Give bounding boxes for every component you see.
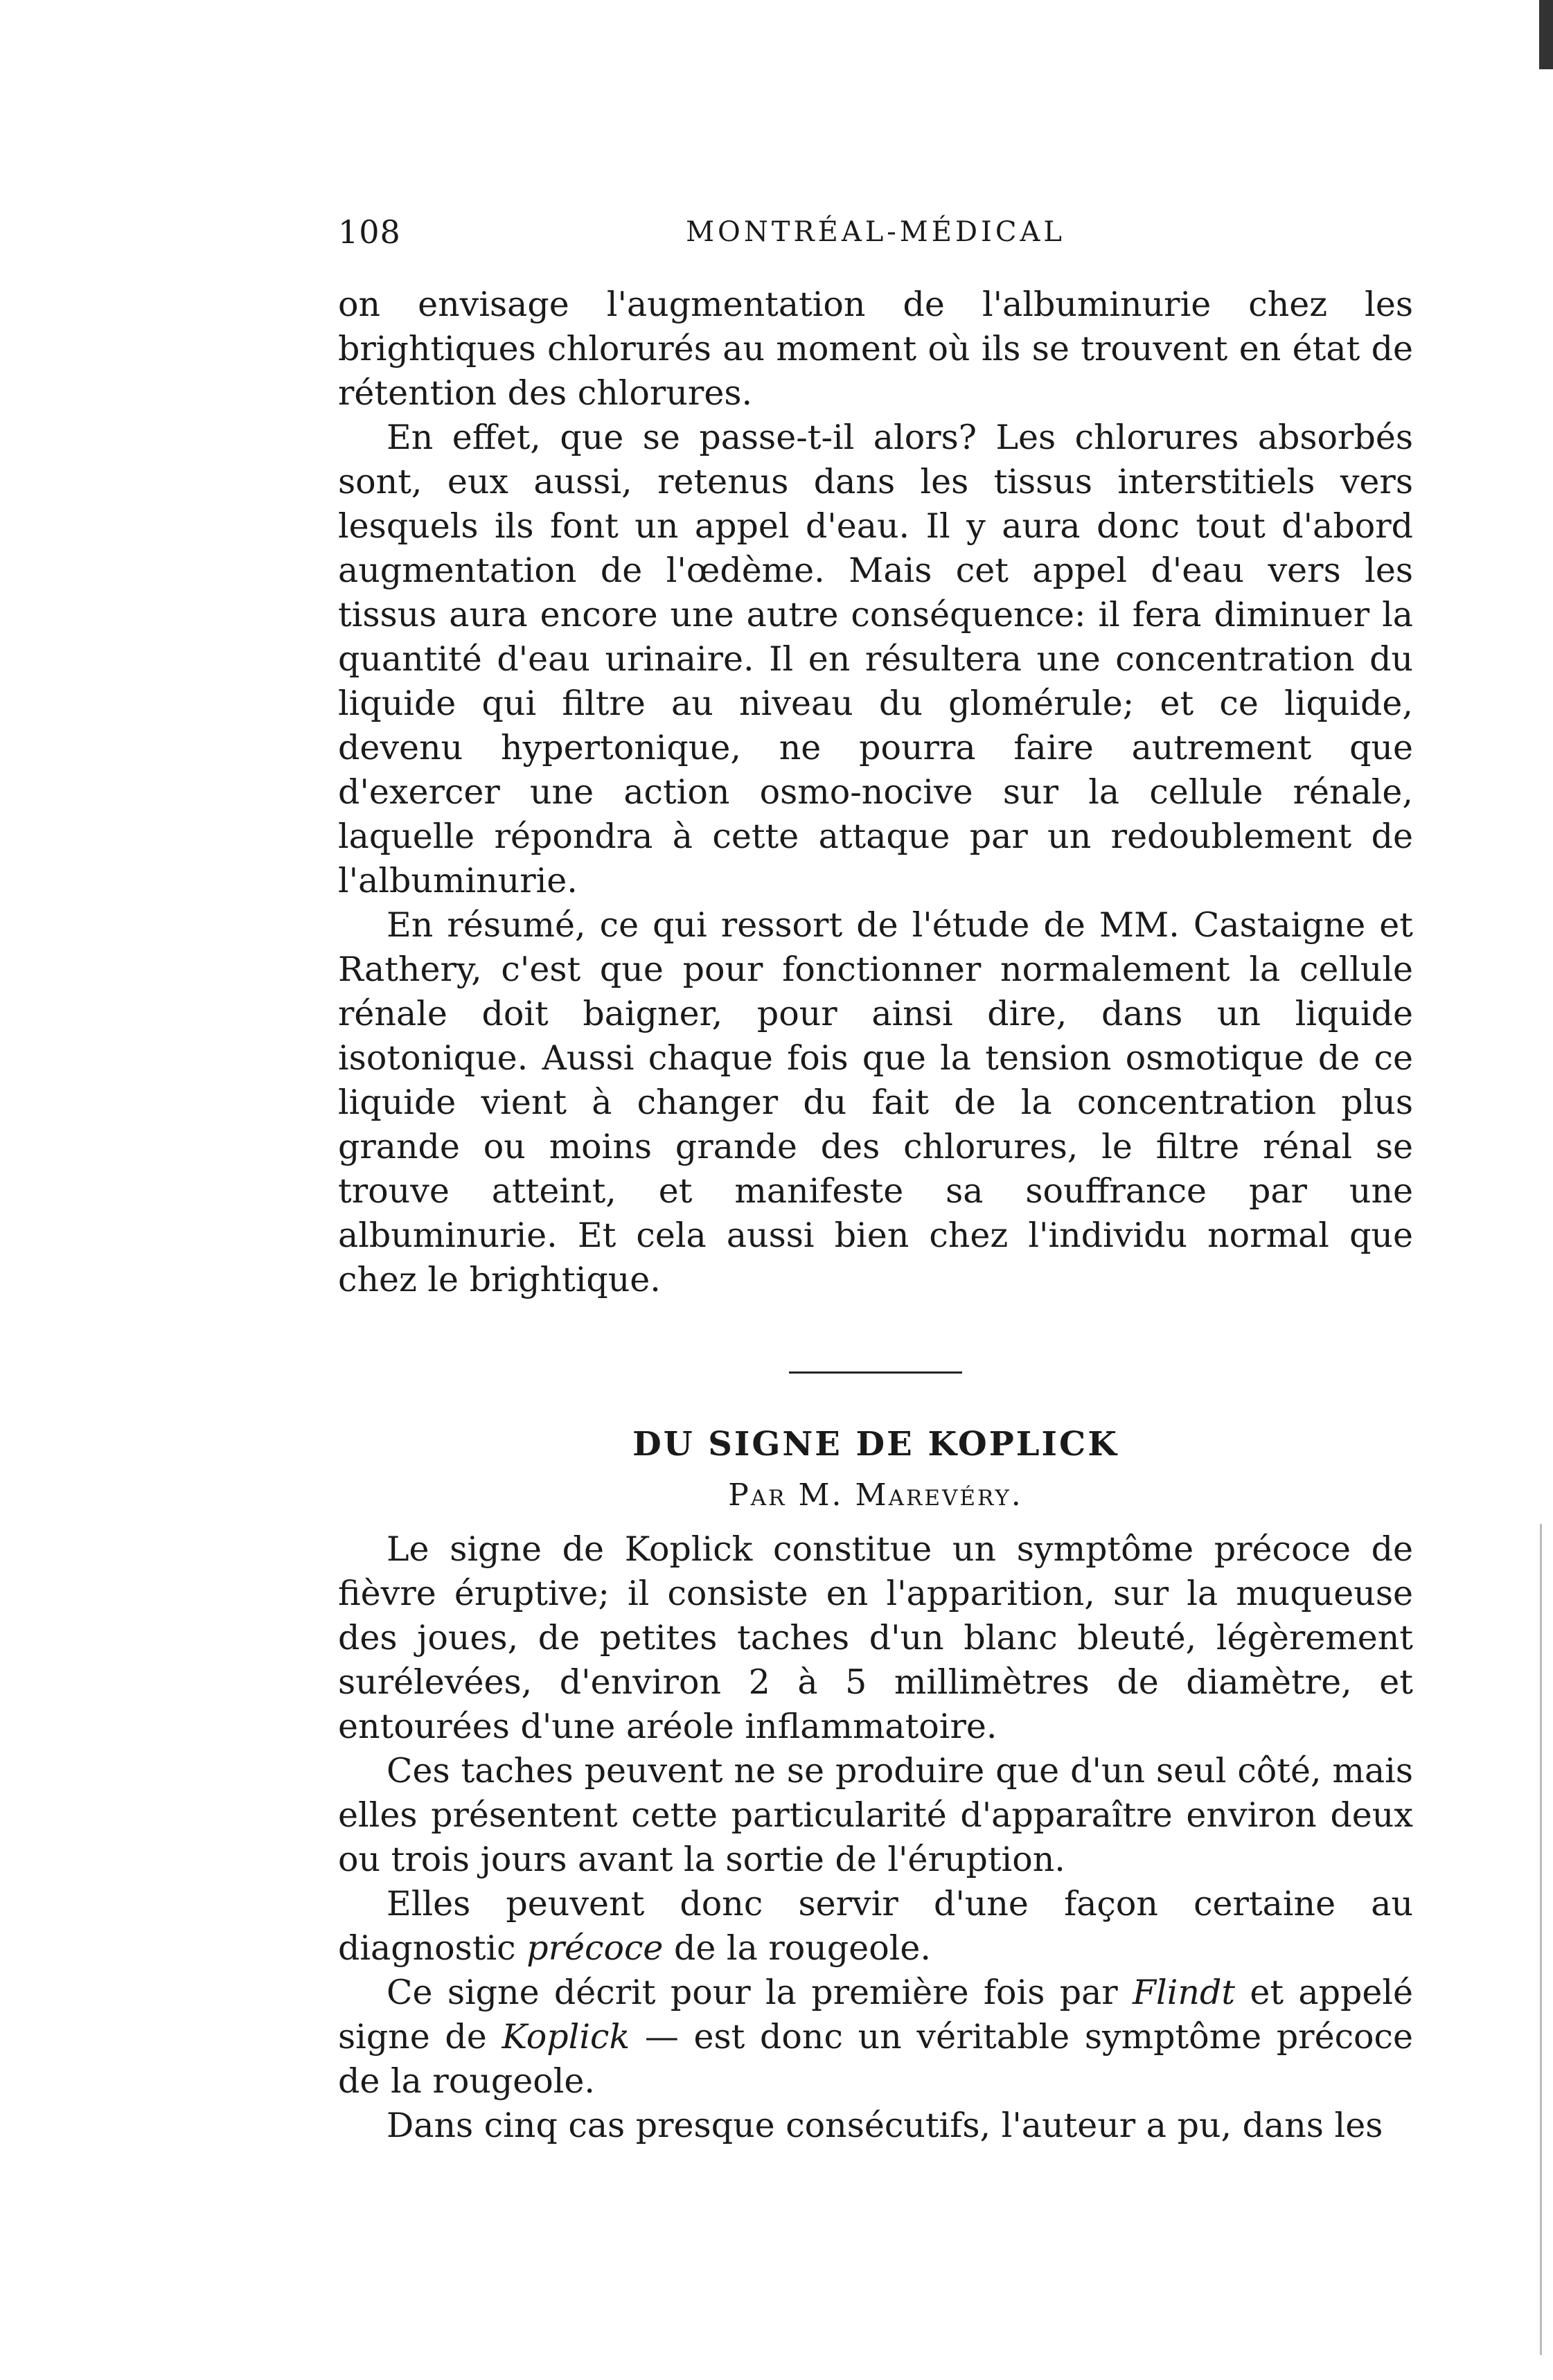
article-paragraph-4-emphasis-flindt: Flindt xyxy=(1133,1973,1236,2012)
page-header xyxy=(338,213,1413,262)
scan-edge-mark xyxy=(1539,0,1553,69)
article-title: DU SIGNE DE KOPLICK xyxy=(632,1425,1119,1464)
article-paragraph-1: Le signe de Koplick constitue un symptôme précoce de fièvre éruptive; il consiste en l'apparition, sur la muqueuse des joues, de petites taches d'un blanc bleuté, légèrement surélevées, d'environ 2 à 5 millimètres de diamètre, et entourées d'une aréole inflammatoire. xyxy=(338,1529,1413,1746)
section-divider xyxy=(789,1371,962,1374)
running-head: MONTRÉAL-MÉDICAL xyxy=(686,216,1065,248)
article-paragraph-4-text-a: Ce signe décrit pour la première fois par xyxy=(387,1973,1133,2012)
article-author: Par M. Marevéry. xyxy=(728,1477,1023,1513)
article-paragraph-4-text-b: et appelé signe de xyxy=(338,1973,1413,2057)
article-paragraph-3 xyxy=(338,1882,1413,1971)
continuation-paragraph-2: En effet, que se passe-t-il alors? Les chlorures absorbés sont, eux aussi, retenus dans les tissus interstitiels vers lesquels ils font un appel d'eau. Il y aura donc tout d'abord augmentation de l'œdème. Mais cet appel d'eau vers les tissus aura encore une autre conséquence: il fera diminuer la quantité d'eau urinaire. Il en résultera une concentration du liquide qui filtre au niveau du glomérule; et ce liquide, devenu hypertonique, ne pourra faire autrement que d'exercer une action osmo-nocive sur la cellule rénale, laquelle répondra à cette attaque par un redoublement de l'albuminurie. xyxy=(338,418,1413,900)
scan-edge-line xyxy=(1540,1524,1542,2355)
article-paragraph-3-emphasis: précoce xyxy=(526,1928,664,1968)
page-number: 108 xyxy=(338,213,401,251)
body-text xyxy=(338,283,1413,2148)
continuation-paragraph-1: on envisage l'augmentation de l'albuminurie chez les brightiques chlorurés au moment où ils se trouvent en état de rétention des chlorures. xyxy=(338,285,1413,413)
article-paragraph-3-text-b: de la rougeole. xyxy=(663,1928,931,1968)
article-paragraph-4-text-c: — est donc un véritable symptôme précoce de la rougeole. xyxy=(338,2017,1413,2101)
continuation-paragraph-3: En résumé, ce qui ressort de l'étude de MM. Castaigne et Rathery, c'est que pour fonctionner normalement la cellule rénale doit baigner, pour ainsi dire, dans un liquide isotonique. Aussi chaque fois que la tension osmotique de ce liquide vient à changer du fait de la concentration plus grande ou moins grande des chlorures, le filtre rénal se trouve atteint, et manifeste sa souffrance par une albuminurie. Et cela aussi bien chez l'individu normal que chez le brightique. xyxy=(338,905,1413,1299)
article-paragraph-3-text-a: Elles peuvent donc servir d'une façon certaine au diagnostic xyxy=(338,1884,1413,1968)
article-paragraph-5: Dans cinq cas presque consécutifs, l'auteur a pu, dans les xyxy=(387,2106,1383,2145)
article-paragraph-4 xyxy=(338,1971,1413,2104)
article-paragraph-2: Ces taches peuvent ne se produire que d'un seul côté, mais elles présentent cette particularité d'apparaître environ deux ou trois jours avant la sortie de l'éruption. xyxy=(338,1751,1413,1879)
article-paragraph-4-emphasis-koplick: Koplick xyxy=(502,2017,630,2057)
